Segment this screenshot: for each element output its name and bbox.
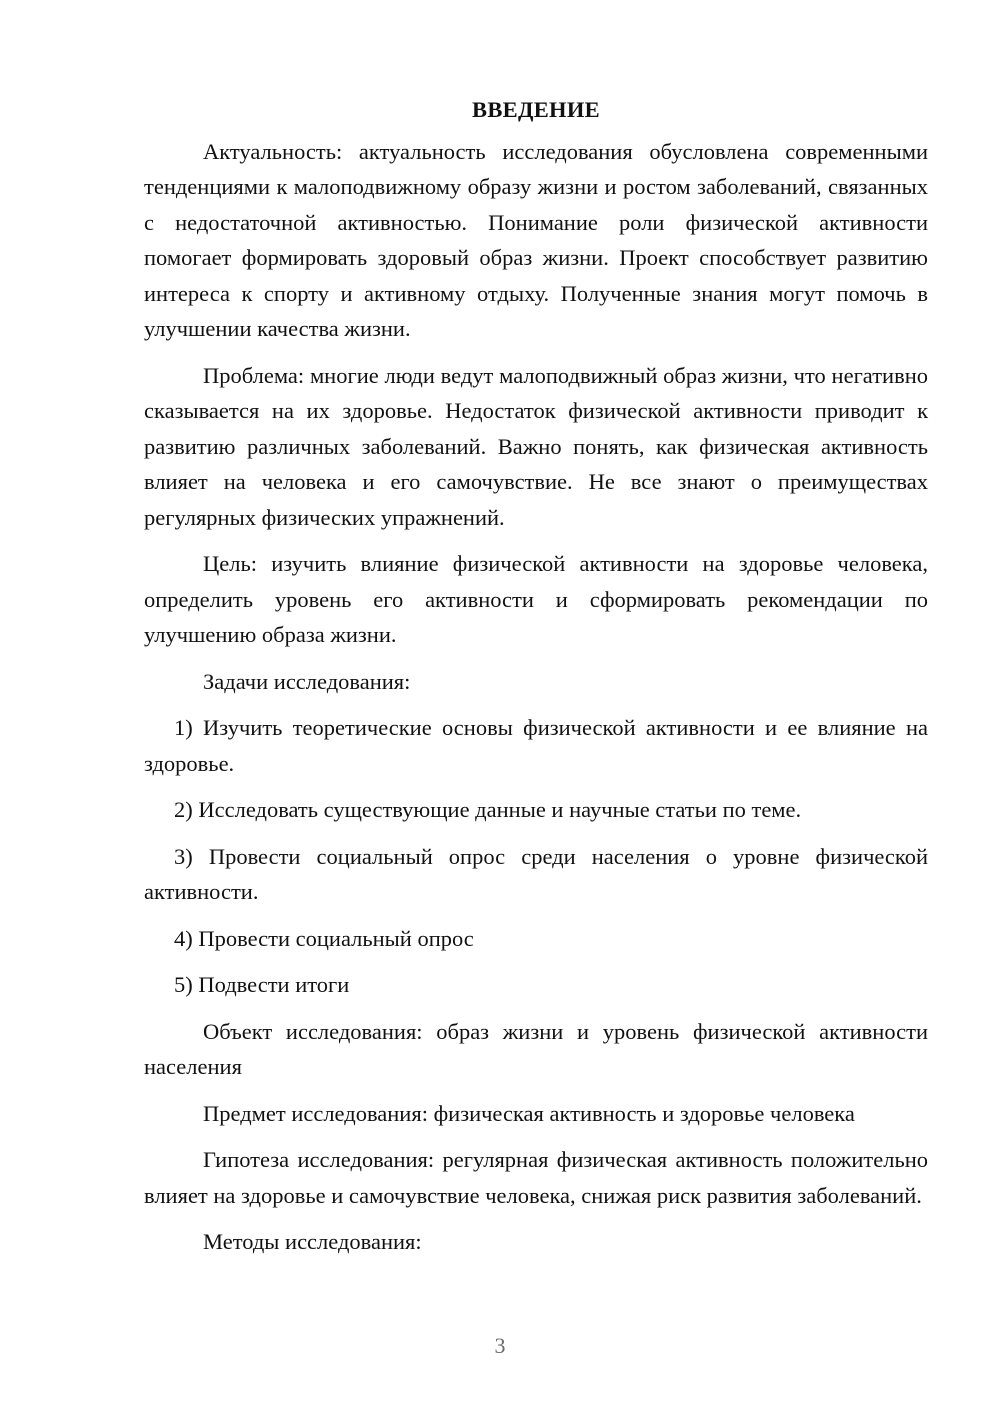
page-number: 3 bbox=[494, 1333, 506, 1358]
goal-paragraph: Цель: изучить влияние физической активности на здоровье человека, определить уровень его активности и сформировать рекомендации по улучшению образа жизни. bbox=[144, 551, 928, 647]
task-item-5: 5) Подвести итоги bbox=[174, 972, 350, 997]
subject-paragraph: Предмет исследования: физическая активность и здоровье человека bbox=[203, 1100, 855, 1126]
tasks-heading: Задачи исследования: bbox=[203, 668, 411, 694]
task-item-4: 4) Провести социальный опрос bbox=[174, 925, 474, 951]
task-item-1: 1) Изучить теоретические основы физической активности и ее влияние на здоровье. bbox=[144, 715, 928, 776]
task-item-3: 3) Провести социальный опрос среди населения о уровне физической активности. bbox=[144, 843, 928, 904]
problem-paragraph: Проблема: многие люди ведут малоподвижный образ жизни, что негативно сказывается на их здоровье. Недостаток физической активности приводит к развитию различных заболеваний. Важно понять, как физическая активность влияет на человека и его самочувствие. Не все знают о преимуществах регулярных физических упражнений. bbox=[144, 362, 928, 530]
object-paragraph: Объект исследования: образ жизни и уровень физической активности населения bbox=[144, 1018, 928, 1079]
relevance-paragraph: Актуальность: актуальность исследования обусловлена современными тенденциями к малоподвижному образу жизни и ростом заболеваний, связанных с недостаточной активностью. Понимание роли физической активности помогает формировать здоровый образ жизни. Проект способствует развитию интереса к спорту и активному отдыху. Полученные знания могут помочь в улучшении качества жизни. bbox=[144, 138, 928, 341]
task-item-2: 2) Исследовать существующие данные и научные статьи по теме. bbox=[174, 797, 802, 822]
document-page bbox=[144, 92, 928, 1260]
hypothesis-paragraph: Гипотеза исследования: регулярная физическая активность положительно влияет на здоровье и самочувствие человека, снижая риск развития заболеваний. bbox=[144, 1147, 928, 1208]
methods-heading: Методы исследования: bbox=[203, 1229, 422, 1254]
section-title: ВВЕДЕНИЕ bbox=[472, 97, 600, 122]
